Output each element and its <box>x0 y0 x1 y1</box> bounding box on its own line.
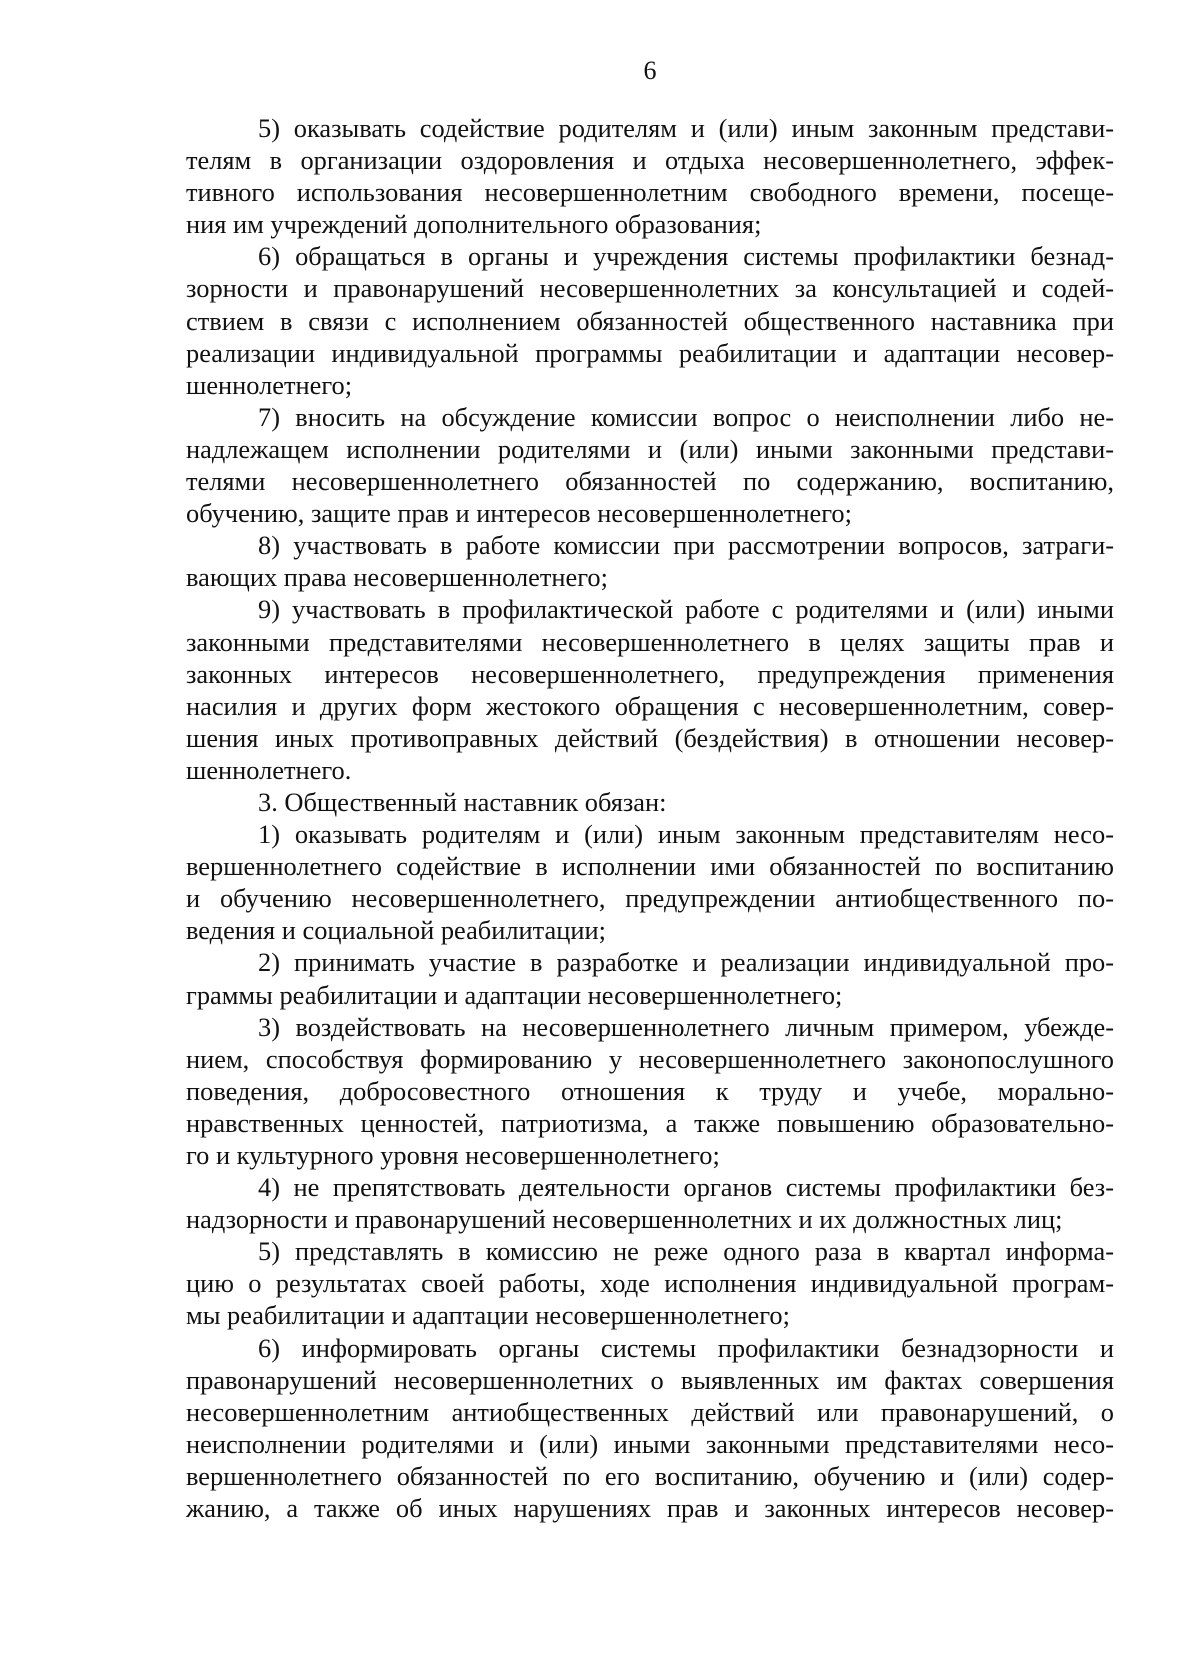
text-line: 4) не препятствовать деятельности органов системы профилактики без- <box>258 1172 1114 1203</box>
text-line: нием, способствуя формированию у несовершеннолетнего законопослушного <box>186 1043 1114 1074</box>
text-line: реализации индивидуальной программы реабилитации и адаптации несовер- <box>186 337 1114 368</box>
text-line: шеннолетнего. <box>186 754 352 785</box>
text-line: поведения, добросовестного отношения к труду и учебе, морально- <box>186 1075 1114 1106</box>
text-line: обучению, защите прав и интересов несовершеннолетнего; <box>186 498 852 529</box>
text-line: неисполнении родителями и (или) иными законными представителями несо- <box>186 1428 1114 1459</box>
text-line: жанию, а также об иных нарушениях прав и законных интересов несовер- <box>186 1493 1114 1524</box>
text-line: го и культурного уровня несовершеннолетнего; <box>186 1140 720 1170</box>
text-line: надлежащем исполнении родителями и (или) иными законными представи- <box>186 433 1114 464</box>
paragraph <box>186 593 1114 786</box>
text-line: ствием в связи с исполнением обязанностей общественного наставника при <box>186 305 1114 336</box>
paragraph <box>186 786 1114 818</box>
document-body <box>186 112 1114 1524</box>
text-line: вающих права несовершеннолетнего; <box>186 562 608 593</box>
text-line: правонарушений несовершеннолетних о выявленных им фактах совершения <box>186 1364 1114 1395</box>
text-line: законных интересов несовершеннолетнего, предупреждения применения <box>186 658 1114 689</box>
paragraph <box>186 401 1114 529</box>
paragraph <box>186 112 1114 240</box>
text-line: надзорности и правонарушений несовершеннолетних и их должностных лиц; <box>186 1204 1063 1235</box>
text-line: 6) обращаться в органы и учреждения системы профилактики безнад- <box>258 241 1114 272</box>
text-line: цию о результатах своей работы, ходе исполнения индивидуальной програм- <box>186 1268 1114 1299</box>
text-line: телями несовершеннолетнего обязанностей по содержанию, воспитанию, <box>186 466 1114 497</box>
paragraph <box>186 240 1114 400</box>
text-line: и обучению несовершеннолетнего, предупреждении антиобщественного по- <box>186 883 1114 914</box>
text-line: шеннолетнего; <box>186 369 353 400</box>
text-line: 6) информировать органы системы профилактики безнадзорности и <box>258 1332 1114 1363</box>
text-line: зорности и правонарушений несовершеннолетних за консультацией и содей- <box>186 273 1114 304</box>
text-line: граммы реабилитации и адаптации несовершеннолетнего; <box>186 979 843 1010</box>
text-line: вершеннолетнего обязанностей по его воспитанию, обучению и (или) содер- <box>186 1460 1114 1491</box>
text-line: 9) участвовать в профилактической работе с родителями и (или) иными <box>258 594 1114 625</box>
page-number: 6 <box>643 56 657 85</box>
text-line: мы реабилитации и адаптации несовершеннолетнего; <box>186 1300 790 1331</box>
text-line: 5) представлять в комиссию не реже одного раза в квартал информа- <box>258 1236 1114 1267</box>
text-line: шения иных противоправных действий (бездействия) в отношении несовер- <box>186 722 1114 753</box>
paragraph <box>186 1011 1114 1171</box>
paragraph <box>186 529 1114 593</box>
text-line: ния им учреждений дополнительного образования; <box>186 209 762 240</box>
text-line: вершеннолетнего содействие в исполнении ими обязанностей по воспитанию <box>186 851 1114 882</box>
text-line: телям в организации оздоровления и отдыха несовершеннолетнего, эффек- <box>186 145 1114 176</box>
text-line: 8) участвовать в работе комиссии при рассмотрении вопросов, затраги- <box>258 530 1114 561</box>
paragraph <box>186 818 1114 946</box>
text-line: 5) оказывать содействие родителям и (или) иным законным представи- <box>258 113 1114 143</box>
text-line: несовершеннолетним антиобщественных действий или правонарушений, о <box>186 1396 1114 1427</box>
text-line: 1) оказывать родителям и (или) иным законным представителям несо- <box>258 819 1114 850</box>
text-line: насилия и других форм жестокого обращения с несовершеннолетним, совер- <box>186 690 1114 721</box>
text-line: законными представителями несовершеннолетнего в целях защиты прав и <box>186 626 1114 657</box>
text-line: тивного использования несовершеннолетним свободного времени, посеще- <box>186 177 1114 208</box>
paragraph <box>186 1332 1114 1525</box>
paragraph <box>186 1235 1114 1331</box>
paragraph <box>186 946 1114 1010</box>
text-line: 3) воздействовать на несовершеннолетнего личным примером, убежде- <box>258 1011 1114 1042</box>
text-line: нравственных ценностей, патриотизма, а также повышению образовательно- <box>186 1107 1114 1138</box>
text-line: ведения и социальной реабилитации; <box>186 915 606 946</box>
paragraph <box>186 1171 1114 1235</box>
text-line: 2) принимать участие в разработке и реализации индивидуальной про- <box>258 947 1114 978</box>
text-line: 3. Общественный наставник обязан: <box>258 786 667 817</box>
text-line: 7) вносить на обсуждение комиссии вопрос о неисполнении либо не- <box>258 401 1114 432</box>
